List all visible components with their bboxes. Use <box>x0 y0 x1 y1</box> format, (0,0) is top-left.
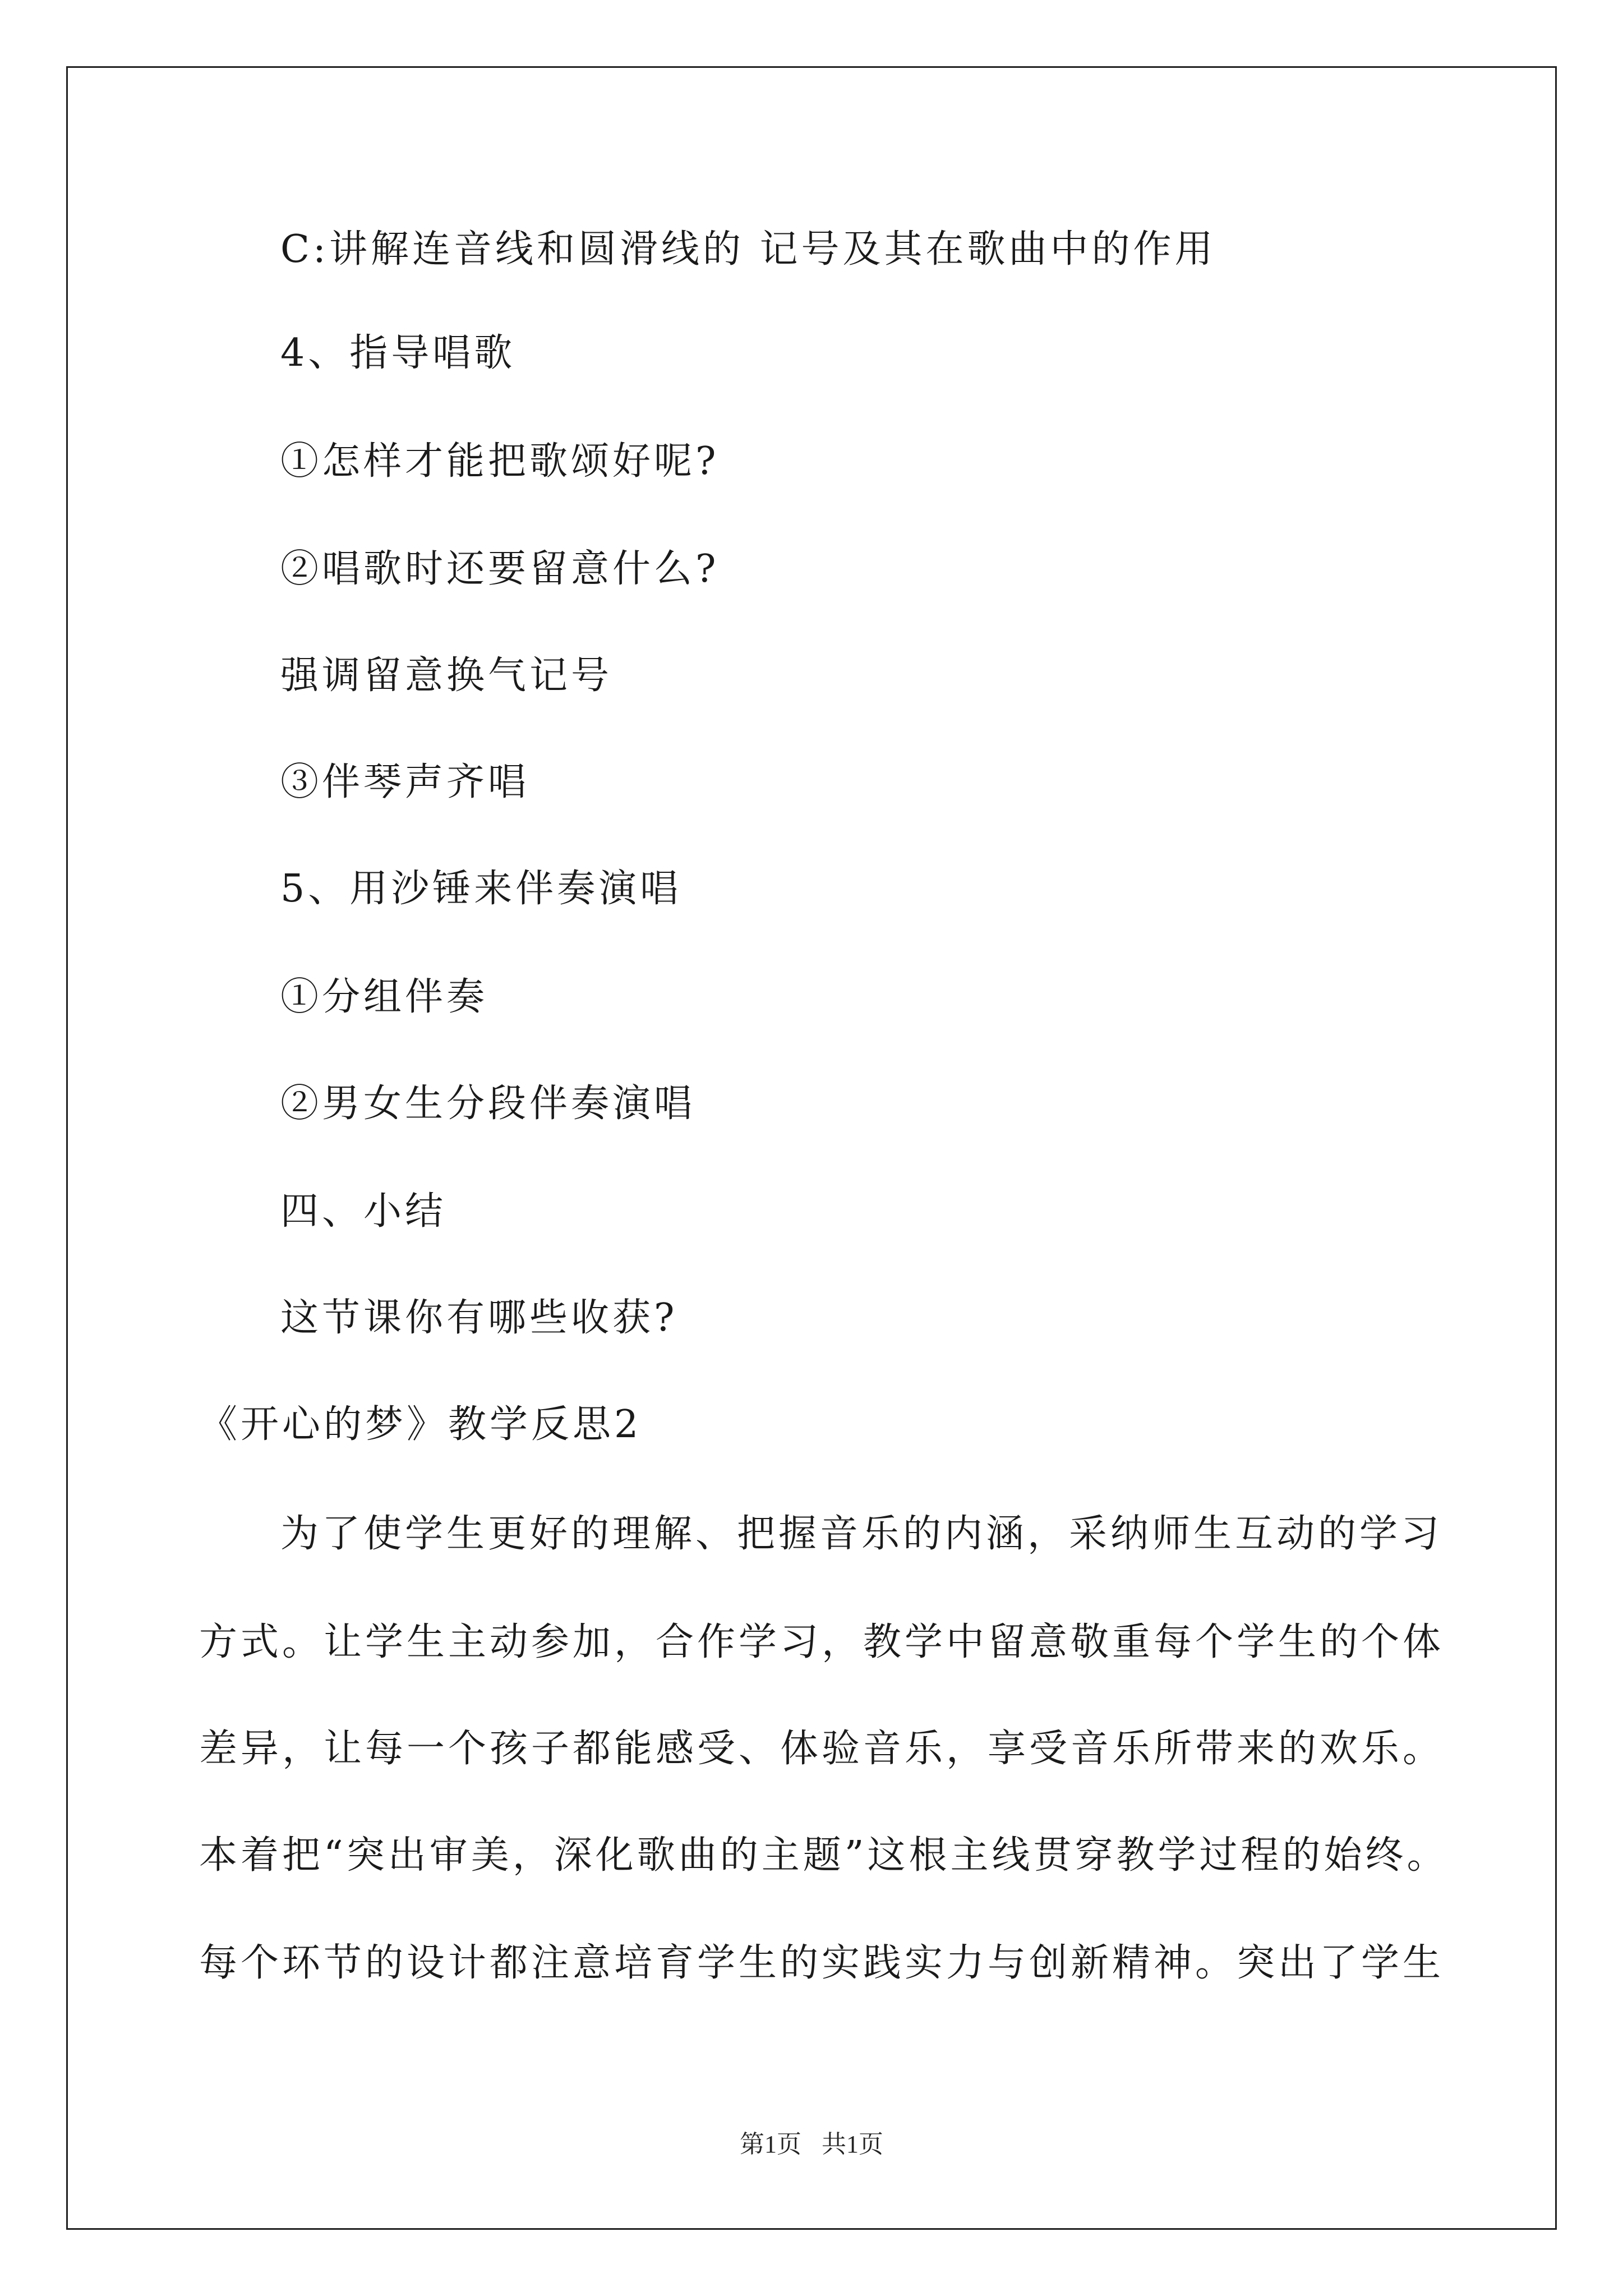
page-footer <box>0 2128 1623 2161</box>
page-number: 第1页 <box>740 2131 801 2158</box>
paragraph-line-1: 为了使学生更好的理解、把握音乐的内涵，采纳师生互动的学习 <box>280 1512 1443 1556</box>
paragraph-line-4: 本着把“突出审美，深化歌曲的主题”这根主线贯穿教学过程的始终。 <box>199 1833 1449 1878</box>
paragraph-line-2: 方式。让学生主动参加，合作学习，教学中留意敬重每个学生的个体 <box>199 1620 1445 1664</box>
line-item-3: ③伴琴声齐唱 <box>280 760 530 804</box>
page-total: 共1页 <box>822 2131 883 2158</box>
line-group-accompaniment: ①分组伴奏 <box>280 975 488 1019</box>
line-step-4: 4、指导唱歌 <box>280 331 516 375</box>
line-question-2: ②唱歌时还要留意什么? <box>280 547 720 591</box>
paragraph-line-5: 每个环节的设计都注意培育学生的实践实力与创新精神。突出了学生 <box>199 1941 1445 1985</box>
paragraph-line-3: 差异，让每一个孩子都能感受、体验音乐，享受音乐所带来的欢乐。 <box>199 1727 1445 1771</box>
line-summary-heading: 四、小结 <box>280 1189 447 1234</box>
section-title: 《开心的梦》教学反思2 <box>199 1402 642 1447</box>
line-step-5: 5、用沙锤来伴奏演唱 <box>280 867 682 911</box>
line-summary-question: 这节课你有哪些收获? <box>280 1296 678 1340</box>
page-border <box>66 66 1557 2230</box>
line-question-1: ①怎样才能把歌颂好呢? <box>280 439 720 484</box>
line-boys-girls: ②男女生分段伴奏演唱 <box>280 1082 696 1126</box>
line-c-explanation: C:讲解连音线和圆滑线的 记号及其在歌曲中的作用 <box>280 227 1216 272</box>
line-emphasis: 强调留意换气记号 <box>280 654 613 698</box>
